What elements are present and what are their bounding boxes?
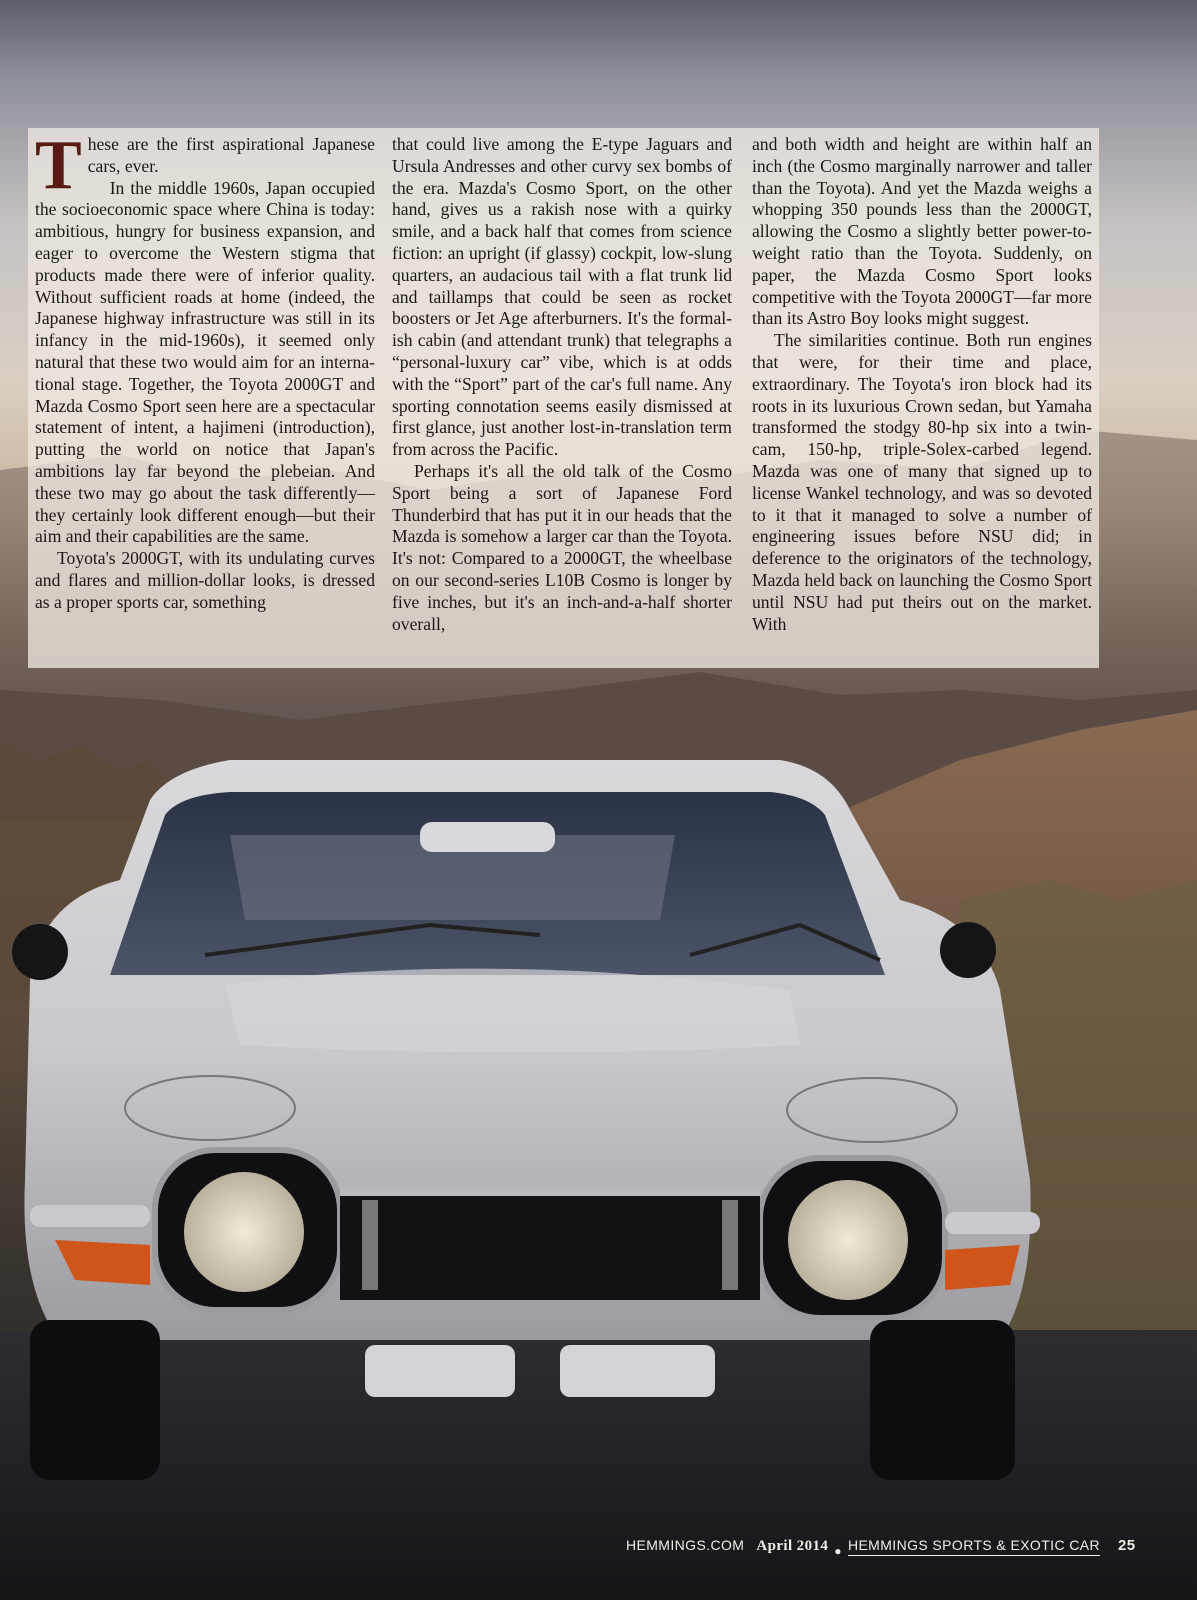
article-paragraph: and both width and height are within half an inch (the Cosmo marginally narrower and taller than the Toyota). And yet the Mazda weighs a whopping 350 pounds less than the 2000GT, allowing the Cosmo a slightly better power-to-weight ratio than the Toyota. Suddenly, on paper, the Mazda Cosmo Sport looks competitive with the Toyota 2000GT—far more than its Astro Boy looks might suggest. — [752, 134, 1092, 329]
footer-bullet-icon: ● — [834, 1544, 842, 1558]
paragraph-text: hese are the first aspirational Japanese cars, ever. — [87, 134, 375, 176]
article-paragraph: Toyota's 2000GT, with its undulating curves and flares and million-dollar looks, is dressed as a proper sports car, something — [35, 548, 375, 612]
article-paragraph: In the middle 1960s, Japan occupied the socioeconomic space where China is today: ambitious, hungry for business expansion, and eager to overcome the Western stigma that products made there were of inferior quality. Without sufficient roads at home (indeed, the Japanese highway infrastructure was still in its infancy in the mid-1960s), it seemed only natural that these two would aim for an international stage. Together, the Toyota 2000GT and Mazda Cosmo Sport seen here are a spectacular statement of intent, a hajimeni (introduction), putting the world on notice that Japan's ambitions lay far beyond the plebeian. And these two may go about the task differently—they certainly look different enough—but their aim and their capabilities are the same. — [35, 177, 375, 547]
article-paragraph: that could live among the E-type Jaguars and Ursula Andresses and other curvy sex bombs of the era. Mazda's Cosmo Sport, on the other hand, gives us a rakish nose with a quirky smile, and a back half that comes from science fiction: an upright (if glassy) cockpit, low-slung quarters, an audacious tail with a flat trunk lid and taillamps that could be seen as rocket boosters or Jet Age afterburners. It's the formal-ish cabin (and attendant trunk) that telegraphs a “personal-luxury car” vibe, which is at odds with the “Sport” part of the car's full name. Any sporting connotation seems easily dismissed at first glance, just another lost-in-translation term from across the Pacific. — [392, 134, 732, 460]
article-paragraph — [35, 127, 375, 204]
article-column-3 — [752, 134, 1092, 635]
article-paragraph: The similarities continue. Both run engines that were, for their time and place, extraordinary. The Toyota's iron block had its roots in its luxurious Crown sedan, but Yamaha transformed the stodgy 80-hp six into a twin-cam, 150-hp, triple-Solex-carbed legend. Mazda was one of many that signed up to license Wankel technology, and was so devoted to it that it managed to solve a number of engineering issues before NSU did; in deference to the originators of the technology, Mazda held back on launching the Cosmo Sport until NSU had put theirs out on the market. With — [752, 330, 1092, 634]
article-column-2 — [392, 134, 732, 635]
article-column-1 — [35, 127, 375, 614]
footer-issue-date: April 2014 — [756, 1538, 829, 1554]
article-paragraph: Perhaps it's all the old talk of the Cosmo Sport being a sort of Japanese Ford Thunderbird that has put it in our heads that the Mazda is somehow a larger car than the Toyota. It's not: Compared to a 2000GT, the wheelbase on our second-series L10B Cosmo is longer by five inches, but it's an inch-and-a-half shorter overall, — [392, 460, 732, 634]
footer-site: HEMMINGS.COM — [626, 1537, 745, 1553]
page-footer — [626, 1537, 1136, 1561]
footer-publication: HEMMINGS SPORTS & EXOTIC CAR — [848, 1537, 1100, 1556]
drop-cap: T — [35, 127, 82, 204]
page-number: 25 — [1118, 1537, 1136, 1554]
